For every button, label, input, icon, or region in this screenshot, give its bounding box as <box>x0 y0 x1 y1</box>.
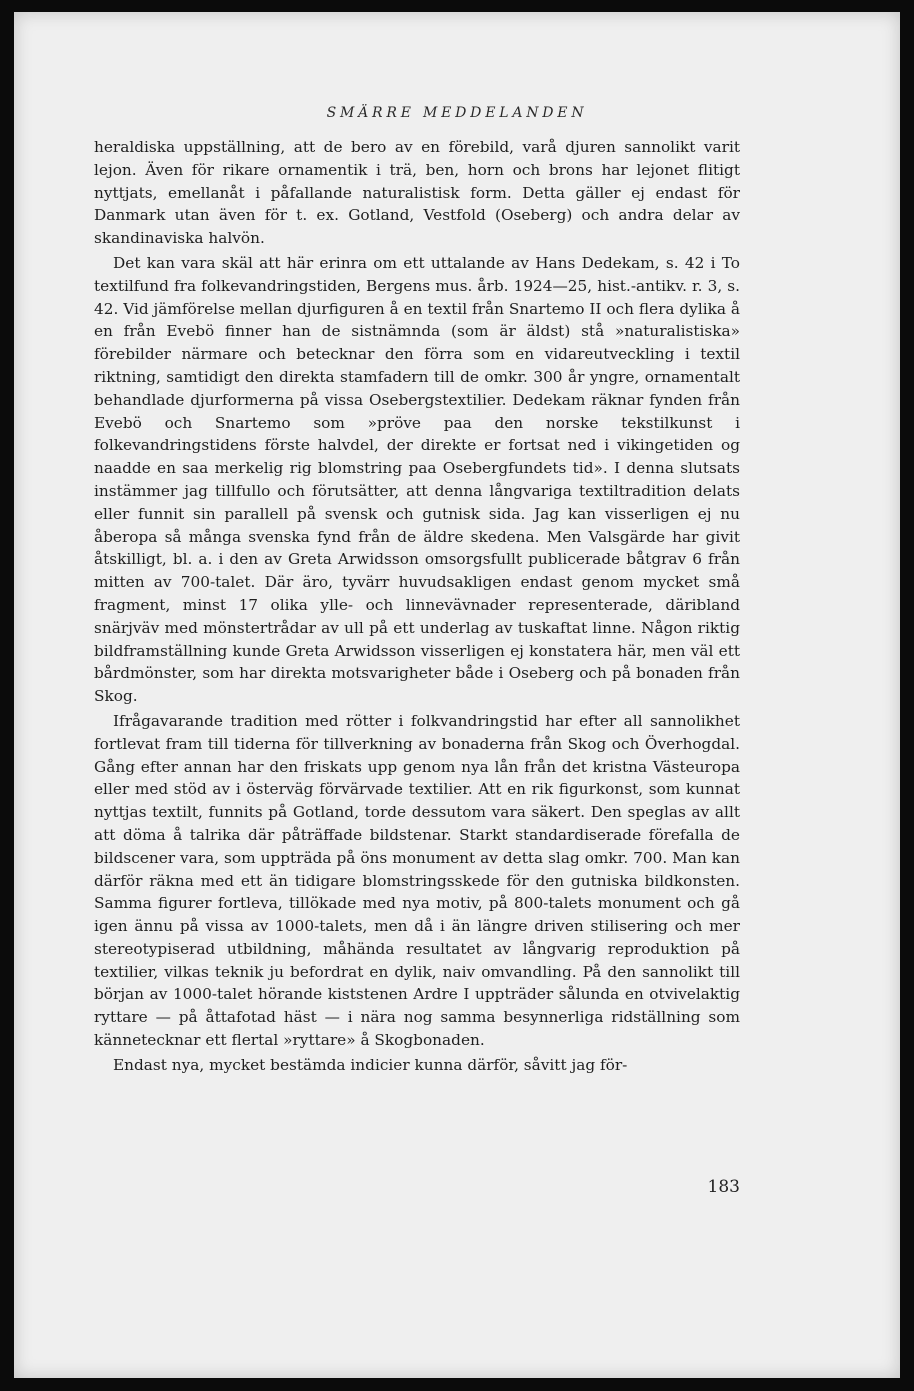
running-head: SMÄRRE MEDDELANDEN <box>326 105 588 121</box>
body-text <box>94 136 740 1077</box>
paragraph-1: heraldiska uppställning, att de bero av en förebild, varå djuren sannolikt varit lejon. Även för rikare ornamentik i trä, ben, horn och brons har lejonet flitigt nyttjats, emellanåt i påfallande naturalistisk form. Detta gäller ej endast för Danmark utan även för t. ex. Gotland, Vestfold (Oseberg) och andra delar av skandinaviska halvön. <box>94 138 740 248</box>
paragraph-2: Det kan vara skäl att här erinra om ett uttalande av Hans Dedekam, s. 42 i To textilfund fra folkevandringstiden, Bergens mus. årb. 1924—25, hist.-antikv. r. 3, s. 42. Vid jämförelse mellan djurfiguren å en textil från Snartemo II och flera dylika å en från Evebö finner han de sistnämnda (som är äldst) stå »naturalistiska» förebilder närmare och betecknar den förra som en vidareutveckling i textil riktning, samtidigt den direkta stamfadern till de omkr. 300 år yngre, ornamentalt behandlade djurformerna på vissa Osebergstextilier. Dedekam räknar fynden från Evebö och Snartemo som »pröve paa den norske tekstilkunst i folkevandringstidens förste halvdel, der direkte er fortsat ned i vikingetiden og naadde en saa merkelig rig blomstring paa Osebergfundets tid». I denna slutsats instämmer jag tillfullo och förutsätter, att denna långvariga textiltradition delats eller funnit sin parallell på svensk och gutnisk sida. Jag kan visserligen ej nu åberopa så många svenska fynd från de äldre skedena. Men Valsgärde har givit åtskilligt, bl. a. i den av Greta Arwidsson omsorgsfullt publicerade båtgrav 6 från mitten av 700-talet. Där äro, tyvärr huvudsakligen endast genom mycket små fragment, minst 17 olika ylle- och linnevävnader representerade, däribland snärjväv med mönstertrådar av ull på ett underlag av tuskaftat linne. Någon riktig bildframställning kunde Greta Arwidsson visserligen ej konstatera här, men väl ett bårdmönster, som har direkta motsvarigheter både i Oseberg och på bonaden från Skog. <box>94 253 740 706</box>
book-page <box>14 12 900 1378</box>
paragraph-4: Endast nya, mycket bestämda indicier kunna därför, såvitt jag för- <box>113 1055 628 1074</box>
paragraph-3: Ifrågavarande tradition med rötter i folkvandringstid har efter all sannolikhet fortlevat fram till tiderna för tillverkning av bonaderna från Skog och Överhogdal. Gång efter annan har den friskats upp genom nya lån från det kristna Västeuropa eller med stöd av i österväg förvärvade textilier. Att en rik figurkonst, som kunnat nyttjas textilt, funnits på Gotland, torde dessutom vara säkert. Den speglas av allt att döma å talrika där påträffade bildstenar. Starkt standardiserade förefalla de bildscener vara, som uppträda på öns monument av detta slag omkr. 700. Man kan därför räkna med ett än tidigare blomstringsskede för den gutniska bildkonsten. Samma figurer fortleva, tillökade med nya motiv, på 800-talets monument och gå igen ännu på vissa av 1000-talets, men då i än längre driven stilisering och mer stereotypiserad utbildning, måhända resultatet av långvarig reproduktion på textilier, vilkas teknik ju befordrat en dylik, naiv omvandling. På den sannolikt till början av 1000-talet hörande kiststenen Ardre I uppträder sålunda en otvivelaktig ryttare — på åttafotad häst — i nära nog samma besynnerliga ridställning som kännetecknar ett flertal »ryttare» å Skogbonaden. <box>94 711 740 1050</box>
page-number: 183 <box>707 1177 740 1197</box>
